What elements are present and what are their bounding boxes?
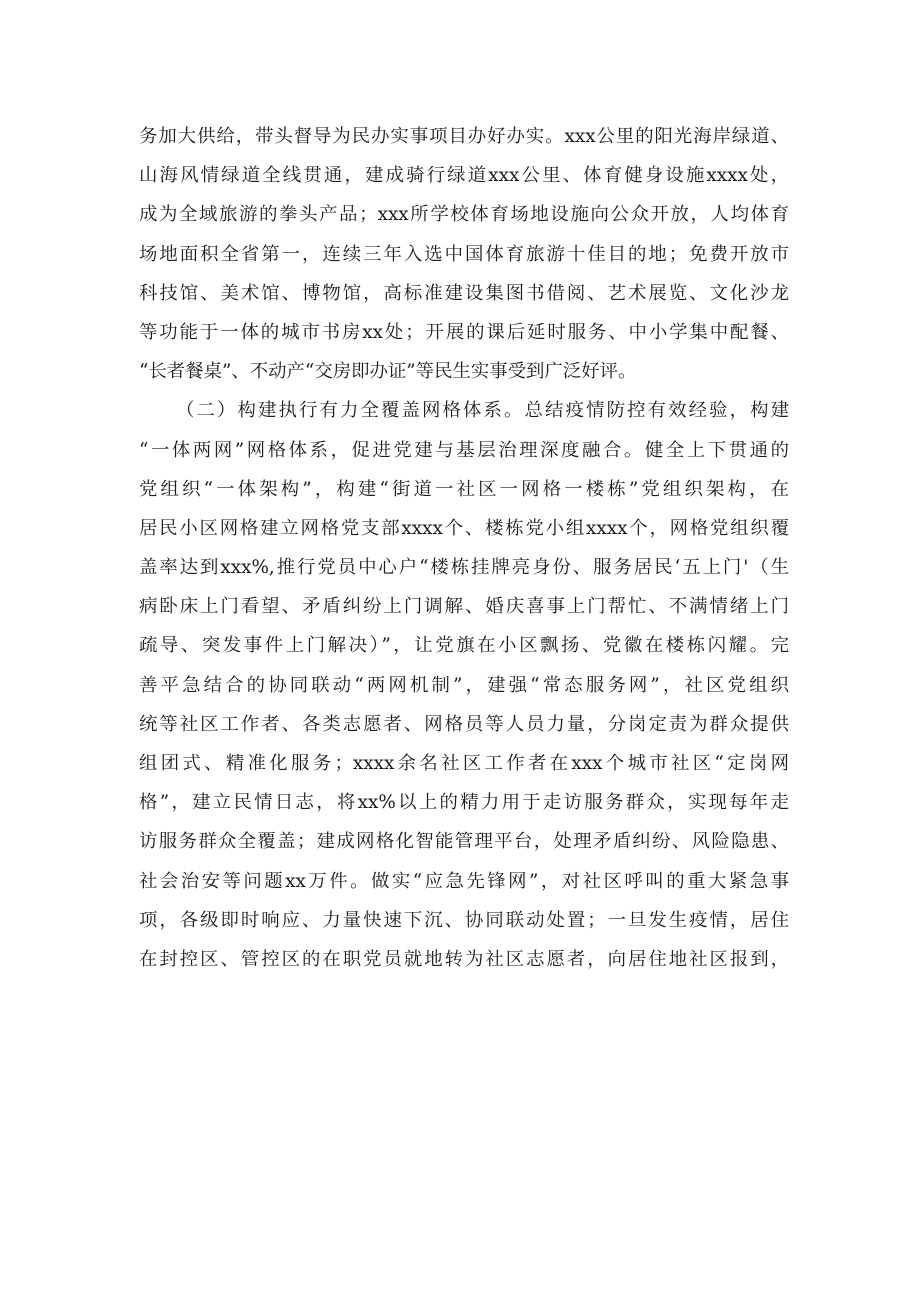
body-line-6: 等功能于一体的城市书房xx处；开展的课后延时服务、中小学集中配餐、: [139, 321, 789, 343]
body-line-16: 统等社区工作者、各类志愿者、网格员等人员力量，分岗定责为群众提供: [139, 713, 789, 735]
body-line-18: 格”，建立民情日志，将xx%以上的精力用于走访服务群众，实现每年走: [139, 792, 789, 814]
body-line-2: 山海风情绿道全线贯通，建成骑行绿道xxx公里、体育健身设施xxxx处，: [139, 165, 789, 187]
body-line-9: “一体两网”网格体系，促进党建与基层治理深度融合。健全上下贯通的: [139, 439, 789, 461]
body-line-11: 居民小区网格建立网格党支部xxxx个、楼栋党小组xxxx个，网格党组织覆: [139, 517, 789, 539]
body-line-10: 党组织“一体架构”，构建“街道一社区一网格一楼栋”党组织架构，在: [139, 478, 789, 500]
body-line-7: “长者餐桌”、不动产“交房即办证”等民生实事受到广泛好评。: [139, 361, 637, 383]
body-line-4: 场地面积全省第一，连续三年入选中国体育旅游十佳目的地；免费开放市: [139, 243, 789, 265]
body-line-22: 在封控区、管控区的在职党员就地转为社区志愿者，向居住地社区报到，: [139, 948, 789, 970]
body-line-17: 组团式、精准化服务；xxxx余名社区工作者在xxx个城市社区“定岗网: [139, 753, 789, 774]
document-body: [139, 117, 789, 979]
body-line-19: 访服务群众全覆盖；建成网格化智能管理平台，处理矛盾纠纷、风险隐患、: [139, 831, 789, 853]
section-heading-line: （二）构建执行有力全覆盖网格体系。总结疫情防控有效经验，构建: [176, 400, 789, 422]
body-line-12: 盖率达到xxx%,推行党员中心户“楼栋挂牌亮身份、服务居民‘五上门'（生: [139, 557, 789, 579]
body-line-20: 社会治安等问题xx万件。做实“应急先锋网”，对社区呼叫的重大紧急事: [139, 870, 789, 892]
body-line-14: 疏导、突发事件上门解决）”，让党旗在小区飘扬、党徽在楼栋闪耀。完: [139, 635, 789, 657]
body-line-15: 善平急结合的协同联动“两网机制”，建强“常态服务网”，社区党组织: [139, 674, 789, 696]
body-line-5: 科技馆、美术馆、博物馆，高标准建设集图书借阅、艺术展览、文化沙龙: [139, 282, 789, 304]
body-line-3: 成为全域旅游的拳头产品；xxx所学校体育场地设施向公众开放，人均体育: [139, 204, 789, 226]
body-line-21: 项，各级即时响应、力量快速下沉、协同联动处置；一旦发生疫情，居住: [139, 909, 789, 931]
body-line-13: 病卧床上门看望、矛盾纠纷上门调解、婚庆喜事上门帮忙、不满情绪上门: [139, 596, 789, 618]
body-line-1: 务加大供给，带头督导为民办实事项目办好办实。xxx公里的阳光海岸绿道、: [139, 126, 789, 147]
